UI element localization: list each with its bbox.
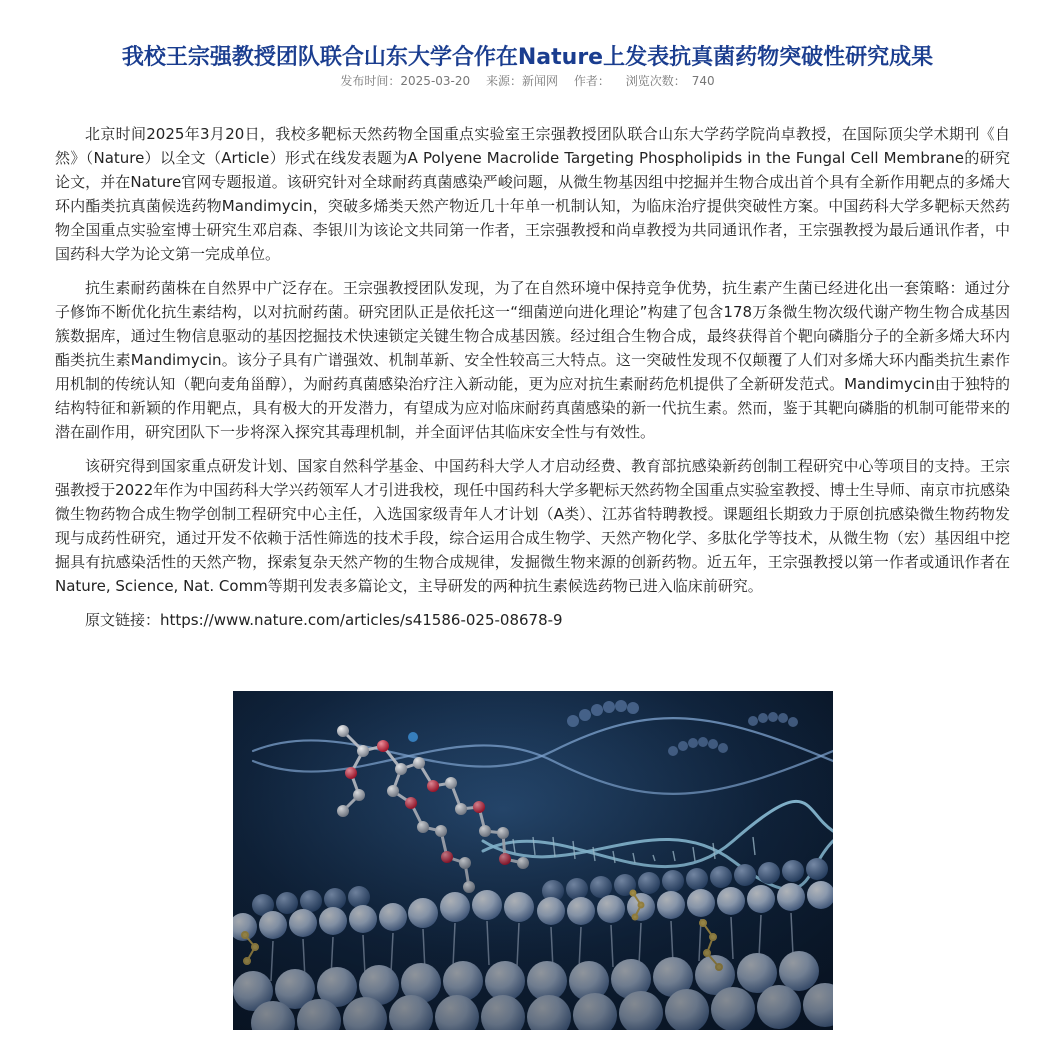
source-link[interactable]: https://www.nature.com/articles/s41586-025-08678-9 xyxy=(160,611,563,629)
molecule-membrane-illustration xyxy=(233,691,833,1030)
author: 作者： xyxy=(573,74,610,88)
source-link-paragraph xyxy=(55,608,1010,632)
paragraph-1: 北京时间2025年3月20日，我校多靶标天然药物全国重点实验室王宗强教授团队联合山东大学药学院尚卓教授，在国际顶尖学术期刊《自然》（Nature）以全文（Article）形式在线发表题为A Polyene Macrolide Targeting Phospholipids in the Fungal Cell Membrane的研究论文，并在Nature官网专题报道。该研究针对全球耐药真菌感染严峻问题，从微生物基因组中挖掘并生物合成出首个具有全新作用靶点的多烯大环内酯类抗真菌候选药物Mandimycin，突破多烯类天然产物近几十年单一机制认知，为临床治疗提供突破性方案。中国药科大学多靶标天然药物全国重点实验室博士研究生邓启森、李银川为该论文共同第一作者，王宗强教授和尚卓教授为共同通讯作者，王宗强教授为最后通讯作者，中国药科大学为论文第一完成单位。 xyxy=(55,125,1010,263)
publish-date: 发布时间：2025-03-20 xyxy=(340,74,471,88)
article-body xyxy=(55,122,1010,642)
source-link-label: 原文链接： xyxy=(85,611,161,629)
paragraph-2: 抗生素耐药菌株在自然界中广泛存在。王宗强教授团队发现，为了在自然环境中保持竞争优势，抗生素产生菌已经进化出一套策略：通过分子修饰不断优化抗生素结构，以对抗耐药菌。研究团队正是依托这一“细菌逆向进化理论”构建了包含178万条微生物次级代谢产物生物合成基因簇数据库，通过生物信息驱动的基因挖掘技术快速锁定关键生物合成基因簇。经过组合生物合成，最终获得首个靶向磷脂分子的全新多烯大环内酯类抗生素Mandimycin。该分子具有广谱强效、机制革新、安全性较高三大特点。这一突破性发现不仅颠覆了人们对多烯大环内酯类抗生素作用机制的传统认知（靶向麦角甾醇），为耐药真菌感染治疗注入新动能，更为应对抗生素耐药危机提供了全新研发范式。Mandimycin由于独特的结构特征和新颖的作用靶点，具有极大的开发潜力，有望成为应对临床耐药真菌感染的新一代抗生素。然而，鉴于其靶向磷脂的机制可能带来的潜在副作用，研究团队下一步将深入探究其毒理机制，并全面评估其临床安全性与有效性。 xyxy=(55,279,1010,441)
article-meta xyxy=(0,72,1055,90)
article-illustration xyxy=(233,691,833,1030)
source: 来源：新闻网 xyxy=(485,74,559,88)
view-count: 浏览次数： 740 xyxy=(625,74,715,88)
article-title: 我校王宗强教授团队联合山东大学合作在Nature上发表抗真菌药物突破性研究成果 xyxy=(121,44,934,70)
paragraph-3: 该研究得到国家重点研发计划、国家自然科学基金、中国药科大学人才启动经费、教育部抗感染新药创制工程研究中心等项目的支持。王宗强教授于2022年作为中国药科大学兴药领军人才引进我校，现任中国药科大学多靶标天然药物全国重点实验室教授、博士生导师、南京市抗感染微生物药物合成生物学创制工程研究中心主任，入选国家级青年人才计划（A类）、江苏省特聘教授。课题组长期致力于原创抗感染微生物药物发现与成药性研究，通过开发不依赖于活性筛选的技术手段，综合运用合成生物学、天然产物化学、多肽化学等技术，从微生物（宏）基因组中挖掘具有抗感染活性的天然产物，探索复杂天然产物的生物合成规律，发掘微生物来源的创新药物。近五年，王宗强教授以第一作者或通讯作者在Nature, Science, Nat. Comm等期刊发表多篇论文，主导研发的两种抗生素候选药物已进入临床前研究。 xyxy=(55,457,1010,595)
